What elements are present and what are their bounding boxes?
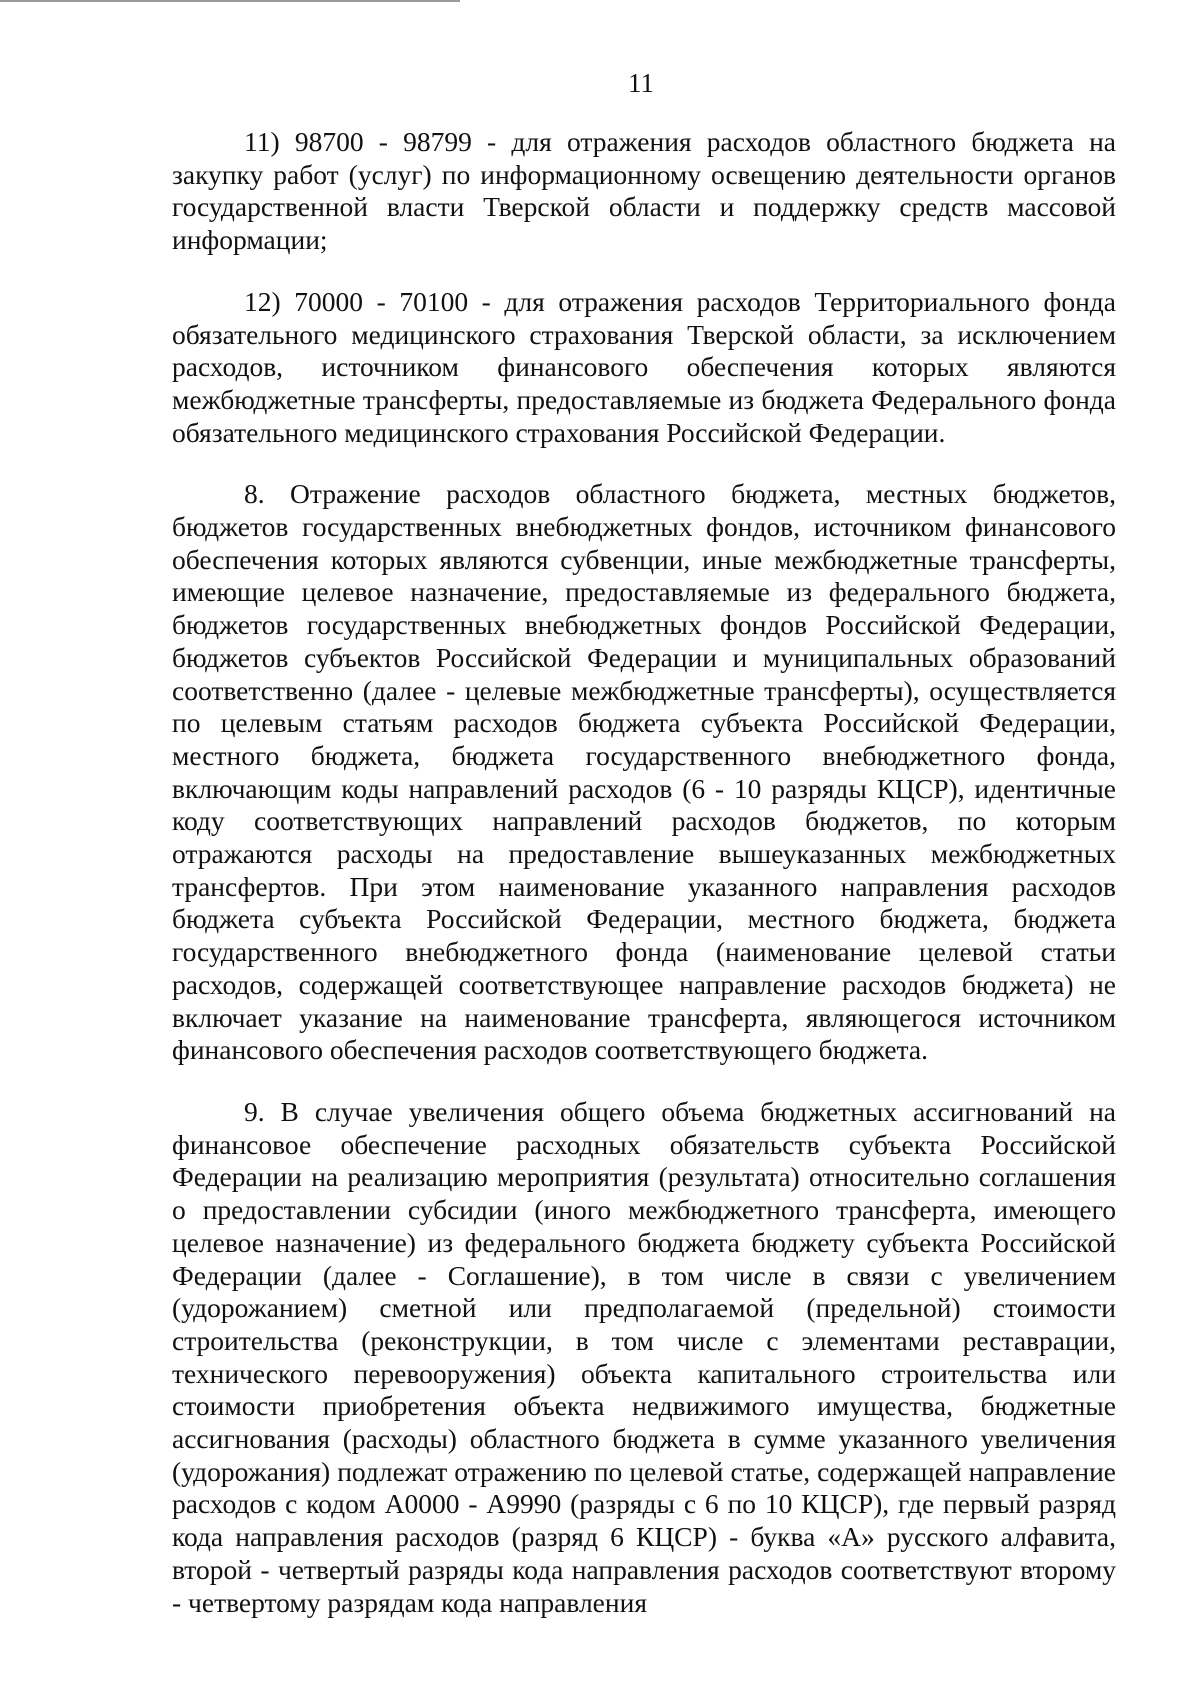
document-body	[172, 126, 1116, 1619]
page-number: 11	[628, 68, 654, 98]
paragraph-section-9: 9. В случае увеличения общего объема бюджетных ассигнований на финансовое обеспечение расходных обязательств субъекта Российской Федерации на реализацию мероприятия (результата) относительно соглашения о предоставлении субсидии (иного межбюджетного трансферта, имеющего целевое назначение) из федерального бюджета бюджету субъекта Российской Федерации (далее - Соглашение), в том числе в связи с увеличением (удорожанием) сметной или предполагаемой (предельной) стоимости строительства (реконструкции, в том числе с элементами реставрации, технического перевооружения) объекта капитального строительства или стоимости приобретения объекта недвижимого имущества, бюджетные ассигнования (расходы) областного бюджета в сумме указанного увеличения (удорожания) подлежат отражению по целевой статье, содержащей направление расходов с кодом А0000 - А9990 (разряды с 6 по 10 КЦСР), где первый разряд кода направления расходов (разряд 6 КЦСР) - буква «А» русского алфавита, второй - четвертый разряды кода направления расходов соответствуют второму - четвертому разрядам кода направления	[172, 1095, 1116, 1618]
paragraph-section-8: 8. Отражение расходов областного бюджета, местных бюджетов, бюджетов государственных внебюджетных фондов, источником финансового обеспечения которых являются субвенции, иные межбюджетные трансферты, имеющие целевое назначение, предоставляемые из федерального бюджета, бюджетов государственных внебюджетных фондов Российской Федерации, бюджетов субъектов Российской Федерации и муниципальных образований соответственно (далее - целевые межбюджетные трансферты), осуществляется по целевым статьям расходов бюджета субъекта Российской Федерации, местного бюджета, бюджета государственного внебюджетного фонда, включающим коды направлений расходов (6 - 10 разряды КЦСР), идентичные коду соответствующих направлений расходов бюджетов, по которым отражаются расходы на предоставление вышеуказанных межбюджетных трансфертов. При этом наименование указанного направления расходов бюджета субъекта Российской Федерации, местного бюджета, бюджета государственного внебюджетного фонда (наименование целевой статьи расходов, содержащей соответствующее направление расходов бюджета) не включает указание на наименование трансферта, являющегося источником финансового обеспечения расходов соответствующего бюджета.	[172, 478, 1116, 1066]
paragraph-item-11: 11) 98700 - 98799 - для отражения расходов областного бюджета на закупку работ (услуг) по информационному освещению деятельности органов государственной власти Тверской области и поддержку средств массовой информации;	[172, 126, 1116, 256]
scan-edge-line	[0, 0, 460, 2]
paragraph-item-12: 12) 70000 - 70100 - для отражения расходов Территориального фонда обязательного медицинского страхования Тверской области, за исключением расходов, источником финансового обеспечения которых являются межбюджетные трансферты, предоставляемые из бюджета Федерального фонда обязательного медицинского страхования Российской Федерации.	[172, 285, 1116, 448]
